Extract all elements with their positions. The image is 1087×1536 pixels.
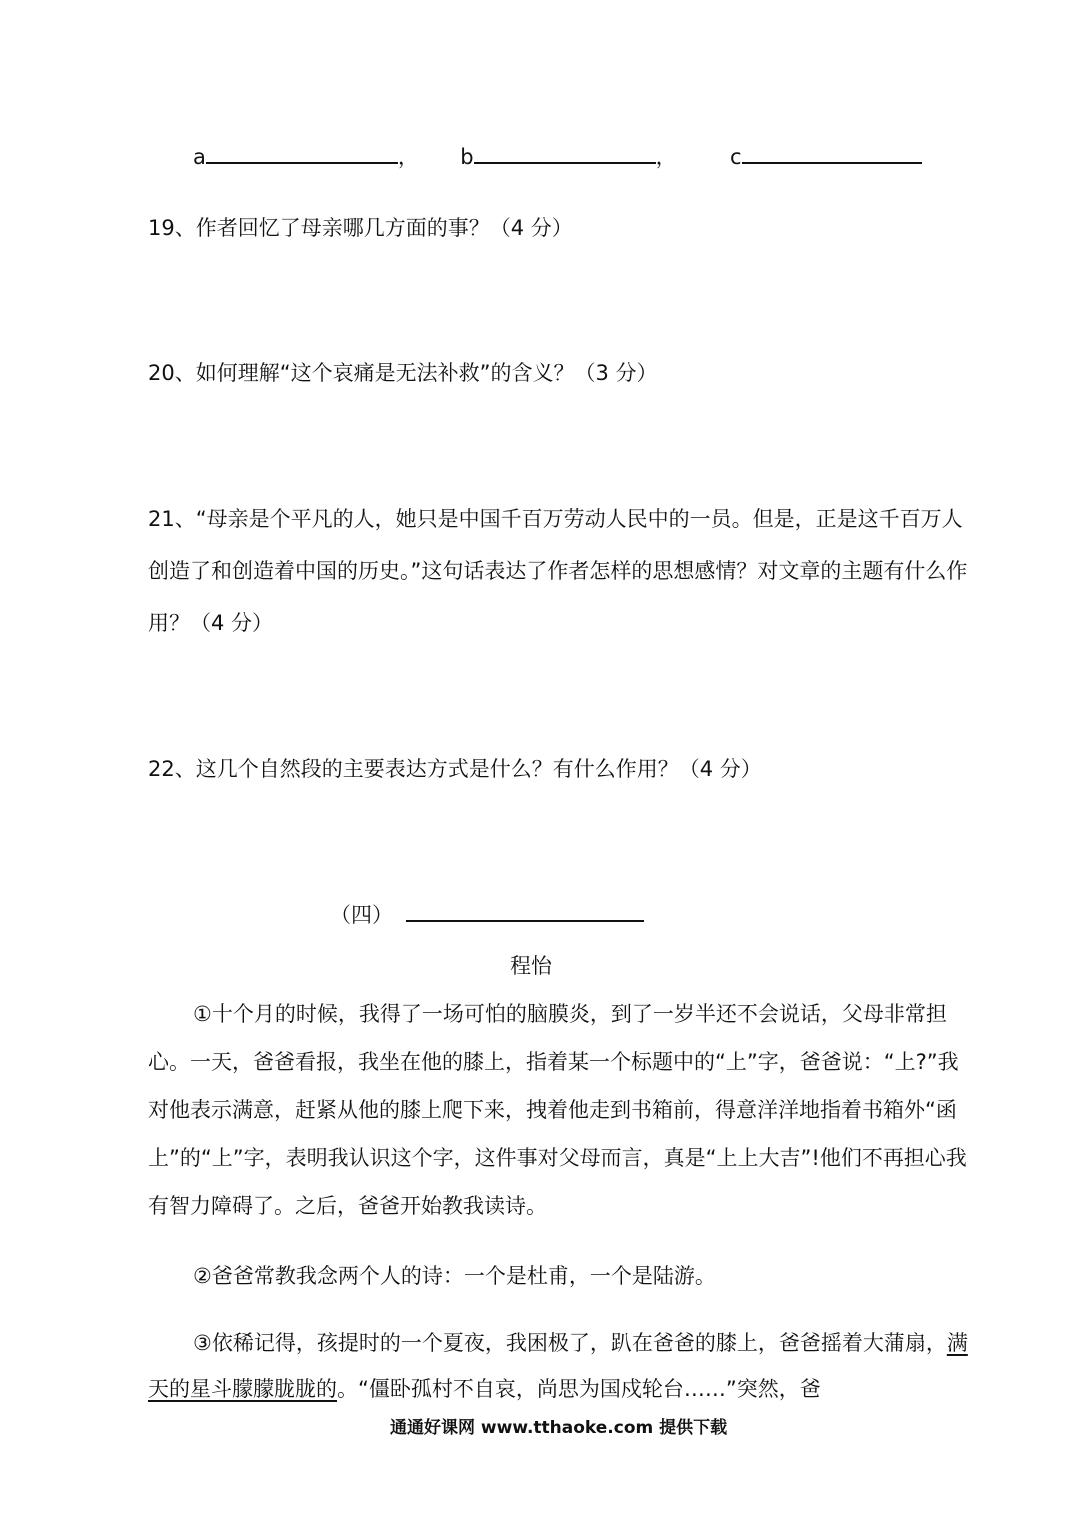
blank-b-line[interactable] (474, 140, 656, 164)
question-20 (148, 357, 658, 387)
question-number: 20、 (148, 361, 196, 385)
question-19 (148, 212, 573, 242)
paragraph-3 (148, 1320, 970, 1412)
title-blank-line[interactable] (406, 898, 644, 922)
question-text: “母亲是个平凡的人，她只是中国千百万劳动人民中的一员。但是，正是这千百万人创造了和创造着中国的历史。”这句话表达了作者怎样的思想感情？对文章的主题有什么作用？（4 分） (148, 507, 968, 635)
underlined-phrase: 满天的星斗朦朦胧胧的 (148, 1331, 968, 1401)
blank-a-label: a (193, 145, 206, 169)
blank-c-label: c (729, 145, 742, 169)
blank-b-separator: ， (655, 145, 677, 169)
paragraph-3-start: ③依稀记得，孩提时的一个夏夜，我困极了，趴在爸爸的膝上，爸爸摇着大蒲扇， (193, 1331, 947, 1355)
question-text: 这几个自然段的主要表达方式是什么？有什么作用？（4 分） (195, 757, 762, 781)
paragraph-2: ②爸爸常教我念两个人的诗：一个是杜甫，一个是陆游。 (193, 1264, 716, 1288)
section-label: （四） (330, 903, 393, 927)
section-heading (330, 898, 644, 929)
question-number: 22、 (148, 757, 196, 781)
blank-a-line[interactable] (206, 140, 398, 164)
paragraph-3-end: 。“僵卧孤村不自哀，尚思为国戍轮台……”突然，爸 (337, 1377, 821, 1401)
answer-blank-row (193, 140, 922, 171)
question-21 (148, 493, 970, 649)
blank-a-separator: ， (397, 145, 419, 169)
question-text: 如何理解“这个哀痛是无法补救”的含义？（3 分） (195, 361, 658, 385)
question-number: 19、 (148, 216, 196, 240)
paragraph-1: ①十个月的时候，我得了一场可怕的脑膜炎，到了一岁半还不会说话，父母非常担心。一天，爸爸看报，我坐在他的膝上，指着某一个标题中的“上”字，爸爸说：“上?”我对他表示满意，赶紧从他的膝上爬下来，拽着他走到书箱前，得意洋洋地指着书箱外“函上”的“上”字，表明我认识这个字，这件事对父母而言，真是“上上大吉”!他们不再担心我有智力障碍了。之后，爸爸开始教我读诗。 (148, 1002, 967, 1218)
blank-c-line[interactable] (742, 140, 922, 164)
blank-b-label: b (460, 145, 474, 169)
question-number: 21、 (148, 507, 196, 531)
author-name: 程怡 (510, 954, 552, 978)
question-22 (148, 753, 762, 783)
question-text: 作者回忆了母亲哪几方面的事？（4 分） (195, 216, 573, 240)
footer-credit: 通通好课网 www.tthaoke.com 提供下载 (390, 1418, 728, 1438)
